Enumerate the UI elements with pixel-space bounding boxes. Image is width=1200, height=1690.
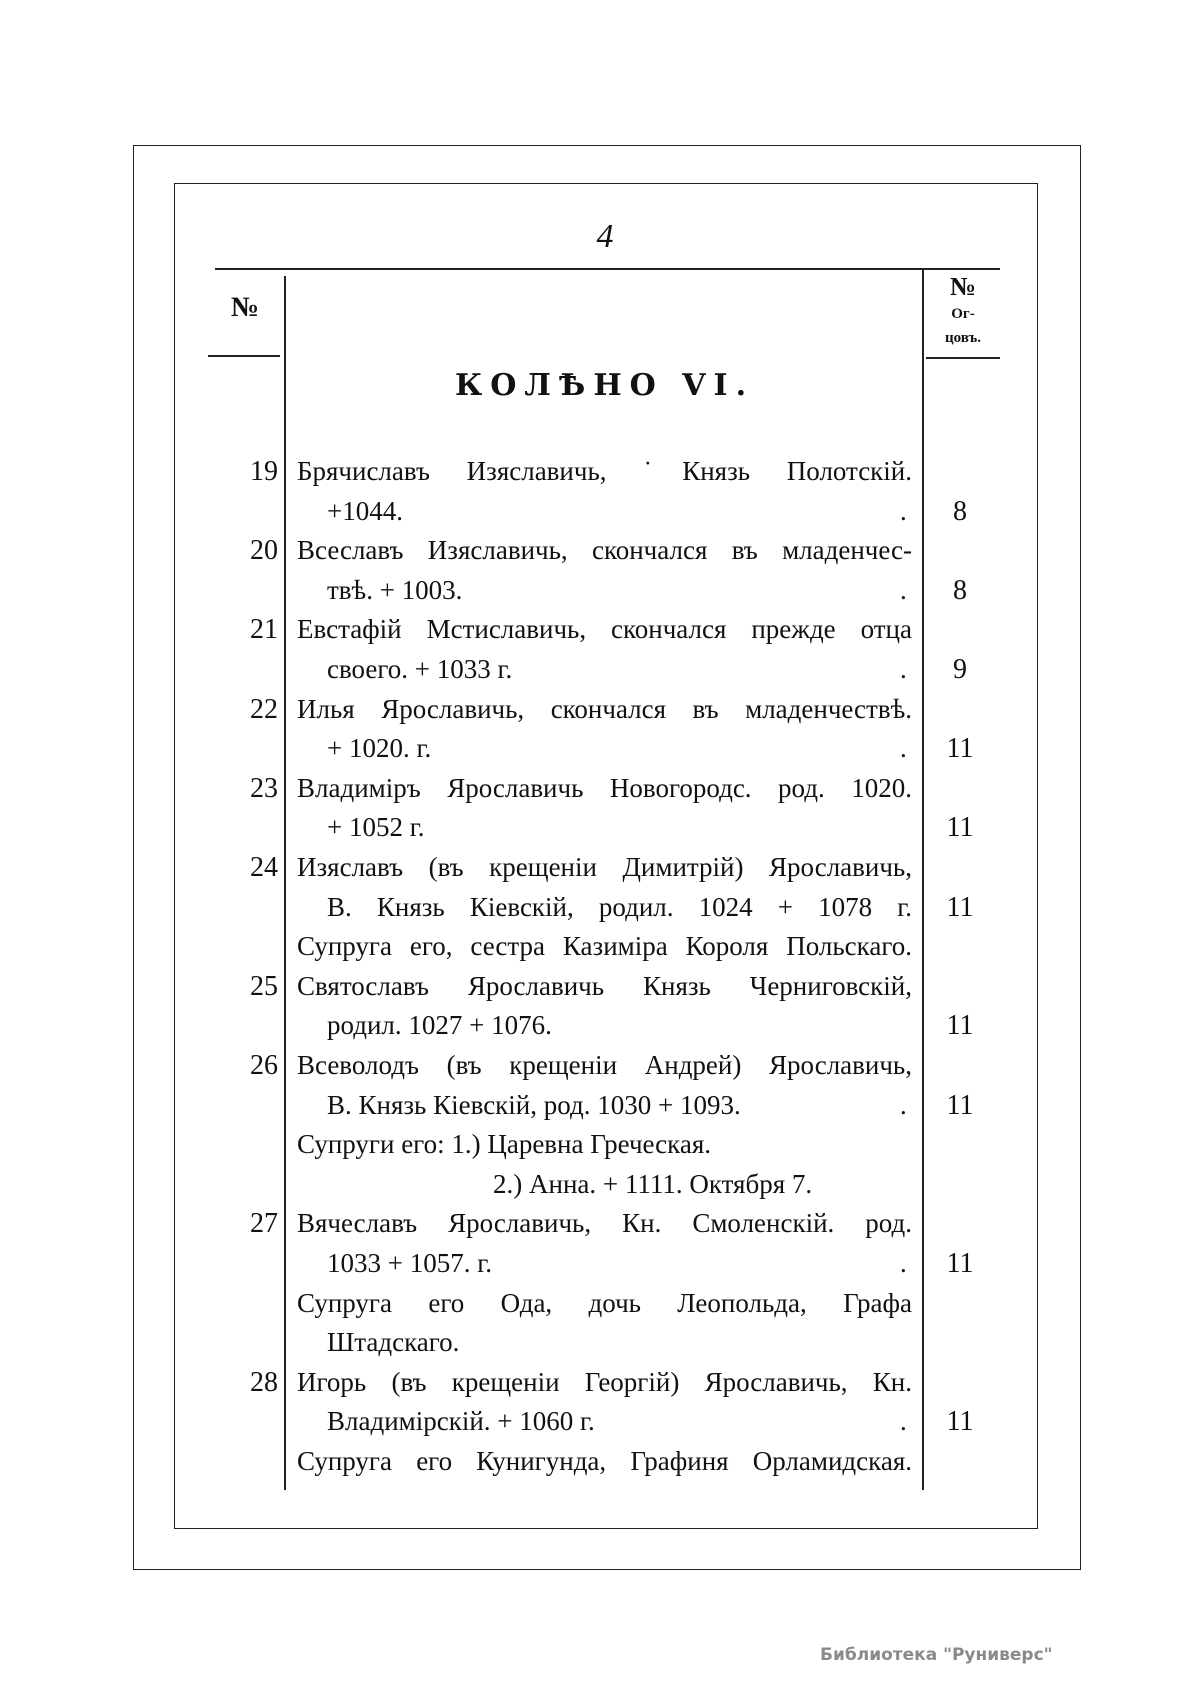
leader-dot: . [900, 495, 907, 526]
entry-number: 25 [250, 970, 278, 1002]
entry-line [0, 1248, 1200, 1288]
entry-line [0, 1446, 1200, 1486]
ancestor-reference: 9 [953, 654, 967, 685]
entry-text: Игорь (въ крещеніи Георгій) Ярославичь, Кн. [297, 1366, 912, 1397]
entry-line [0, 1327, 1200, 1367]
entry-text: Супруги его: 1.) Царевна Греческая. [297, 1129, 712, 1160]
ancestor-reference: 8 [953, 574, 967, 606]
entry-text: +1044. [327, 495, 403, 526]
entry-line [0, 852, 1200, 892]
entry-text: 1033 + 1057. г. [327, 1248, 493, 1278]
entry-line [0, 773, 1200, 813]
entry-text: Святославъ Ярославичь Князь Черниговскій, [297, 970, 912, 1001]
ancestor-reference: 11 [946, 812, 974, 844]
entry-text: Изяславъ (въ крещеніи Димитрій) Ярославичь, [297, 852, 912, 882]
entry-line [0, 1406, 1200, 1446]
entry-text: Супруга его, сестра Казиміра Короля Польскаго. [297, 931, 912, 962]
entry-text: Илья Ярославичь, скончался въ младенчествѣ. [297, 693, 912, 724]
entry-line [0, 535, 1200, 575]
entry-line [0, 1050, 1200, 1090]
entry-line [0, 1090, 1200, 1130]
ancestor-reference: 11 [946, 1010, 974, 1042]
number-column-header: № [230, 292, 260, 323]
entry-text: твѣ. + 1003. [327, 574, 463, 605]
entry-line [0, 931, 1200, 971]
entry-number: 28 [250, 1366, 278, 1398]
entry-text: + 1020. г. [327, 733, 432, 764]
entry-line [0, 733, 1200, 773]
ancestor-reference: 8 [953, 495, 967, 527]
entry-line [0, 1169, 1200, 1209]
entry-text: В. Князь Кіевскій, род. 1030 + 1093. [327, 1089, 741, 1120]
entry-text: Владиміръ Ярославичь Новогородс. род. 1020. [297, 772, 912, 803]
entry-line [0, 971, 1200, 1011]
leader-dot: . [900, 1248, 907, 1278]
leader-dot: . [900, 654, 907, 684]
entry-text: Вячеславъ Ярославичь, Кн. Смоленскій. род. [297, 1208, 912, 1239]
ancestor-column-label-2: цовъ. [945, 330, 981, 346]
entry-number: 22 [250, 693, 278, 725]
right-header-rule [926, 357, 1000, 359]
ancestor-column-label-1: Ог- [951, 306, 975, 322]
leader-dot: . [900, 733, 907, 764]
library-watermark: Библиотека "Руниверс" [820, 1645, 1053, 1665]
entry-line [0, 694, 1200, 734]
entry-line [0, 1010, 1200, 1050]
entry-number: 27 [250, 1208, 278, 1240]
ancestor-reference: 11 [946, 1406, 974, 1438]
entry-text: Супруга его Ода, дочь Леопольда, Графа [297, 1287, 912, 1318]
ancestor-column-header: № [949, 272, 977, 301]
entry-line [0, 1288, 1200, 1328]
entry-number: 26 [250, 1050, 278, 1081]
entry-text: Брячиславъ Изяславичь, ˙Князь Полотскій. [297, 456, 912, 486]
entry-line [0, 654, 1200, 694]
entry-text: родил. 1027 + 1076. [327, 1010, 552, 1041]
entry-number: 21 [250, 614, 278, 646]
ancestor-reference: 11 [946, 1089, 974, 1121]
entry-text: Супруга его Кунигунда, Графиня Орламидская. [297, 1446, 912, 1476]
entry-number: 24 [250, 852, 278, 883]
entry-text: В. Князь Кіевскій, родил. 1024 + 1078 г. [327, 891, 912, 922]
entry-text: Всеволодъ (въ крещеніи Андрей) Ярославичь, [297, 1050, 912, 1080]
left-header-rule [208, 355, 280, 357]
entry-line [0, 614, 1200, 654]
section-title: КОЛѢНО VI. [454, 368, 755, 403]
entry-line [0, 1129, 1200, 1169]
entry-text: Всеславъ Изяславичь, скончался въ младенчес- [297, 535, 912, 566]
entry-text: Евстафій Мстиславичь, скончался прежде отца [297, 614, 912, 645]
leader-dot: . [900, 1089, 907, 1120]
entry-line [0, 496, 1200, 536]
page-number: 4 [596, 218, 614, 255]
entry-number: 20 [250, 535, 278, 567]
entry-line [0, 892, 1200, 932]
entry-text: + 1052 г. [327, 812, 425, 843]
entry-line [0, 1208, 1200, 1248]
ancestor-reference: 11 [946, 891, 974, 923]
leader-dot: . [900, 1406, 907, 1437]
header-rule [215, 268, 1000, 270]
leader-dot: . [900, 574, 907, 605]
entry-line [0, 575, 1200, 615]
entry-line [0, 456, 1200, 496]
ancestor-reference: 11 [946, 1248, 974, 1279]
entry-text: Владимірскій. + 1060 г. [327, 1406, 595, 1437]
entry-line [0, 812, 1200, 852]
entry-number: 19 [250, 456, 278, 487]
entry-text: 2.) Анна. + 1111. Октября 7. [493, 1168, 813, 1199]
entry-number: 23 [250, 772, 278, 804]
entry-text: своего. + 1033 г. [327, 654, 513, 684]
entry-line [0, 1367, 1200, 1407]
entry-text: Штадскаго. [327, 1327, 460, 1358]
ancestor-reference: 11 [946, 733, 974, 765]
